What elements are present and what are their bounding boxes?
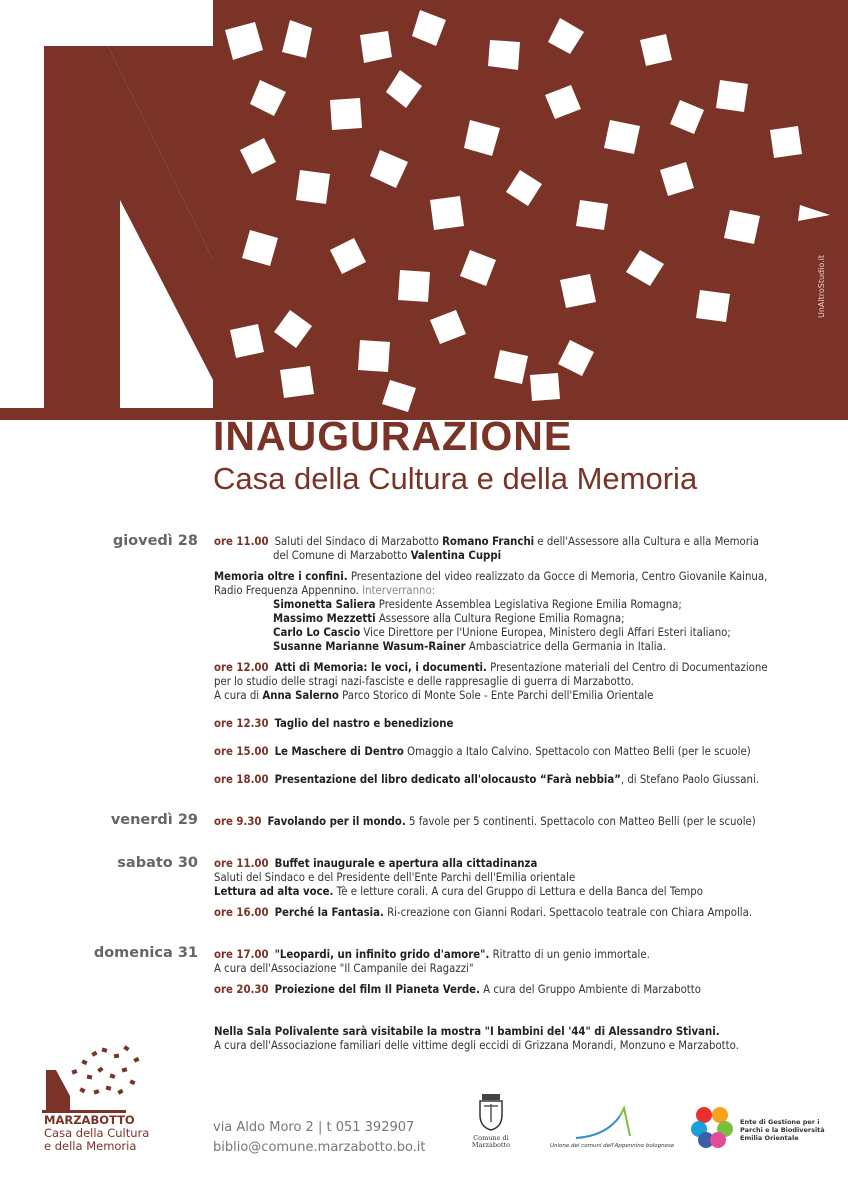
day-label: venerdì 29 (110, 812, 198, 828)
event-title: Lettura ad alta voce. (214, 885, 334, 898)
event-name: Anna Salerno (262, 689, 339, 702)
event-text: A cura del Gruppo Ambiente di Marzabotto (479, 983, 701, 996)
event-item (214, 773, 814, 787)
event-time: ore 11.00 (214, 535, 269, 548)
event-title: Atti di Memoria: le voci, i documenti. (274, 661, 487, 674)
event-name: Romano Franchi (442, 535, 535, 548)
event-text: Omaggio a Italo Calvino. Spettacolo con Matteo Belli (per le scuole) (403, 745, 751, 758)
speaker-role: Ambasciatrice della Germania in Italia. (465, 640, 667, 653)
comune-label-line: Comune di (473, 1134, 509, 1142)
org-line: e della Memoria (44, 1139, 137, 1153)
page-subtitle: Casa della Cultura e della Memoria (213, 461, 698, 496)
parchi-clover-icon (690, 1103, 734, 1149)
speaker-name: Susanne Marianne Wasum-Rainer (273, 640, 466, 653)
event-text: per lo studio delle stragi nazi-fasciste e delle rappresaglie di guerra di Marzabotto. (214, 675, 634, 688)
org-name-block (44, 1114, 149, 1153)
event-item (214, 983, 814, 997)
event-text: Saluti del Sindaco e del Presidente dell'Ente Parchi dell'Emilia orientale (214, 871, 576, 884)
event-title: Memoria oltre i confini. (214, 570, 348, 583)
parchi-label (740, 1118, 825, 1142)
day-label: sabato 30 (117, 855, 198, 871)
org-line: Casa della Cultura (44, 1126, 150, 1140)
org-name: MARZABOTTO (44, 1113, 135, 1127)
speaker-name: Simonetta Saliera (273, 598, 376, 611)
speaker-name: Carlo Lo Cascio (273, 626, 361, 639)
event-time: ore 12.00 (214, 661, 269, 674)
event-item (214, 857, 814, 899)
event-time: ore 15.00 (214, 745, 269, 758)
event-text: del Comune di Marzabotto (273, 549, 411, 562)
event-time: ore 16.00 (214, 906, 269, 919)
unione-label: Unione dei comuni dell'Appennino bolognese (550, 1143, 675, 1149)
event-title: Le Maschere di Dentro (274, 745, 404, 758)
event-time: ore 18.00 (214, 773, 269, 786)
credit-vertical (812, 254, 827, 320)
event-text: Saluti del Sindaco di Marzabotto (274, 535, 443, 548)
marzabotto-logo (42, 1040, 152, 1115)
speaker-name: Massimo Mezzetti (273, 612, 376, 625)
parchi-label-line: Ente di Gestione per i (740, 1118, 820, 1126)
note-title: Nella Sala Polivalente sarà visitabile la mostra "I bambini del '44" di Alessandro Stivani. (214, 1025, 720, 1038)
contact-block (213, 1118, 426, 1158)
event-item (214, 661, 814, 703)
event-time: ore 11.00 (214, 857, 269, 870)
event-item (214, 717, 814, 731)
comune-label (468, 1135, 514, 1149)
event-time: ore 20.30 (214, 983, 269, 996)
event-text: Parco Storico di Monte Sole - Ente Parchi dell'Emilia Orientale (338, 689, 654, 702)
event-text: Interverranno: (358, 584, 436, 597)
page-title: INAUGURAZIONE (213, 413, 573, 459)
speaker-role: Vice Direttore per l'Unione Europea, Ministero degli Affari Esteri italiano; (360, 626, 731, 639)
event-text: A cura dell'Associazione "Il Campanile dei Ragazzi" (214, 962, 474, 975)
event-title: Presentazione del libro dedicato all'olocausto “Farà nebbia” (274, 773, 621, 786)
event-name: Valentina Cuppi (410, 549, 502, 562)
event-text: , di Stefano Paolo Giussani. (620, 773, 760, 786)
event-item (214, 948, 814, 976)
parchi-label-line: Parchi e la Biodiversità (740, 1126, 825, 1134)
event-text: A cura di (214, 689, 263, 702)
speaker-role: Presidente Assemblea Legislativa Regione Emilia Romagna; (375, 598, 682, 611)
event-text: Tè e letture corali. A cura del Gruppo di Lettura e della Banca del Tempo (333, 885, 703, 898)
event-item (214, 570, 814, 654)
email-link[interactable]: biblio@comune.marzabotto.bo.it (213, 1140, 426, 1155)
event-item (214, 815, 814, 829)
event-item (214, 906, 814, 920)
event-title: Favolando per il mondo. (267, 815, 406, 828)
unione-comuni-logo-icon (568, 1104, 658, 1144)
event-text: Presentazione del video realizzato da Gocce di Memoria, Centro Giovanile Kainua, (347, 570, 768, 583)
event-title: Proiezione del film Il Pianeta Verde. (274, 983, 480, 996)
event-text: Radio Frequenza Appennino. (214, 584, 359, 597)
parchi-label-line: Emilia Orientale (740, 1134, 799, 1142)
event-title: "Leopardi, un infinito grido d'amore". (274, 948, 490, 961)
comune-crest-icon (474, 1092, 508, 1132)
address-text: via Aldo Moro 2 | t 051 392907 (213, 1120, 415, 1135)
note-text: A cura dell'Associazione familiari delle vittime degli eccidi di Grizzana Morandi, Monzuno e Marzabotto. (214, 1039, 739, 1052)
event-title: Buffet inaugurale e apertura alla cittadinanza (274, 857, 538, 870)
event-time: ore 17.00 (214, 948, 269, 961)
event-text: Presentazione materiali del Centro di Documentazione (486, 661, 768, 674)
event-text: Ritratto di un genio immortale. (489, 948, 650, 961)
hero-illustration (0, 0, 848, 420)
event-time: ore 9.30 (214, 815, 262, 828)
day-label: giovedì 28 (112, 533, 198, 549)
comune-label-line: Marzabotto (471, 1141, 511, 1149)
event-item (214, 745, 814, 759)
event-text: 5 favole per 5 continenti. Spettacolo con Matteo Belli (per le scuole) (405, 815, 756, 828)
event-title: Taglio del nastro e benedizione (274, 717, 454, 730)
event-text: e dell'Assessore alla Cultura e alla Memoria (534, 535, 759, 548)
event-text: Ri-creazione con Gianni Rodari. Spettacolo teatrale con Chiara Ampolla. (383, 906, 753, 919)
event-item (214, 535, 814, 563)
speaker-role: Assessore alla Cultura Regione Emilia Romagna; (375, 612, 625, 625)
event-time: ore 12.30 (214, 717, 269, 730)
exhibition-note (214, 1025, 834, 1053)
credit-text: UnAltroStudio.it (817, 254, 827, 319)
event-title: Perché la Fantasia. (274, 906, 384, 919)
day-label: domenica 31 (93, 945, 198, 961)
